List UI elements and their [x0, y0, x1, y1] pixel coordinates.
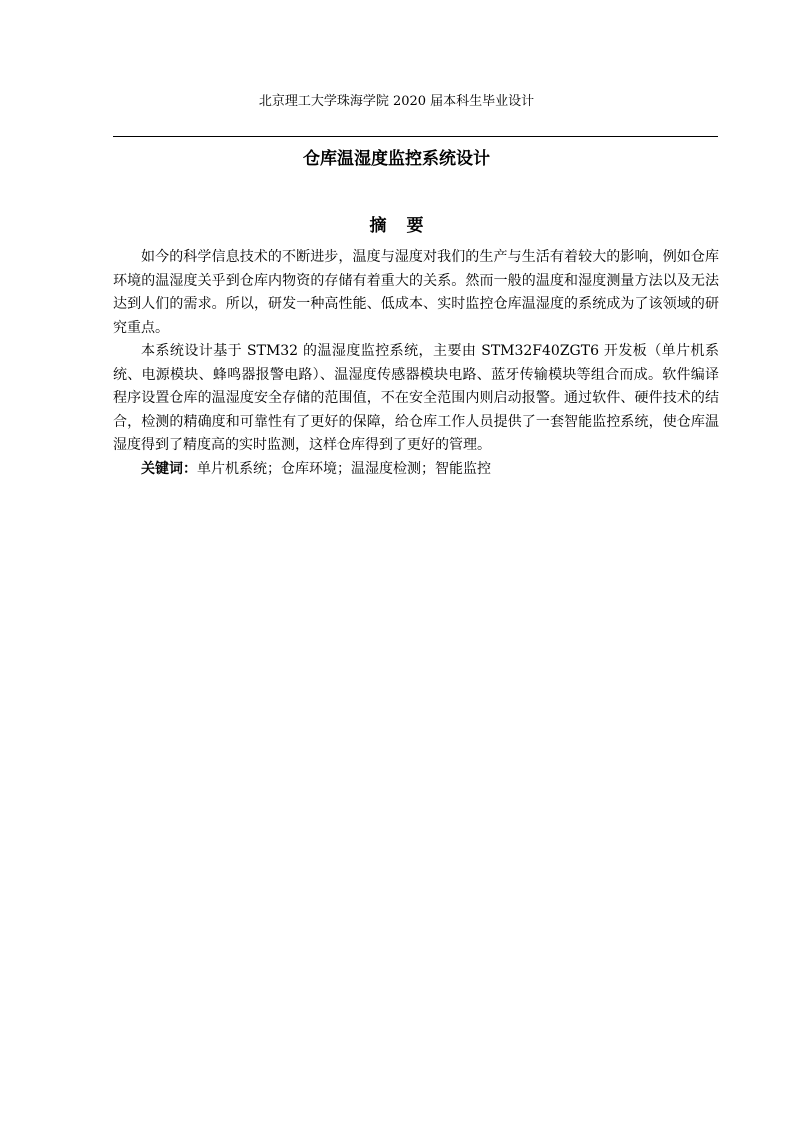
- abstract-paragraph-2: 本系统设计基于 STM32 的温湿度监控系统，主要由 STM32F40ZGT6 开发板（单片机系统、电源模块、蜂鸣器报警电路）、温湿度传感器模块电路、蓝牙传输模块等组合而成。软件编译程序设置仓库的温湿度安全存储的范围值，不在安全范围内则启动报警。通过软件、硬件技术的结合，检测的精确度和可靠性有了更好的保障，给仓库工作人员提供了一套智能监控系统，使仓库温湿度得到了精度高的实时监测，这样仓库得到了更好的管理。: [113, 343, 719, 453]
- keywords-text: 单片机系统；仓库环境；温湿度检测；智能监控: [197, 460, 491, 477]
- header-divider: [113, 136, 718, 137]
- keywords-line: [113, 458, 719, 482]
- abstract-heading: 摘要: [369, 216, 444, 236]
- keywords-label: 关键词：: [141, 460, 197, 477]
- abstract-paragraph-1: 如今的科学信息技术的不断进步，温度与湿度对我们的生产与生活有着较大的影响，例如仓库环境的温湿度关乎到仓库内物资的存储有着重大的关系。然而一般的温度和湿度测量方法以及无法达到人们的需求。所以，研发一种高性能、低成本、实时监控仓库温湿度的系统成为了该领域的研究重点。: [113, 249, 719, 336]
- page-header: 北京理工大学珠海学院 2020 届本科生毕业设计: [258, 94, 535, 109]
- abstract-body: [113, 246, 719, 481]
- document-title: 仓库温湿度监控系统设计: [303, 149, 490, 169]
